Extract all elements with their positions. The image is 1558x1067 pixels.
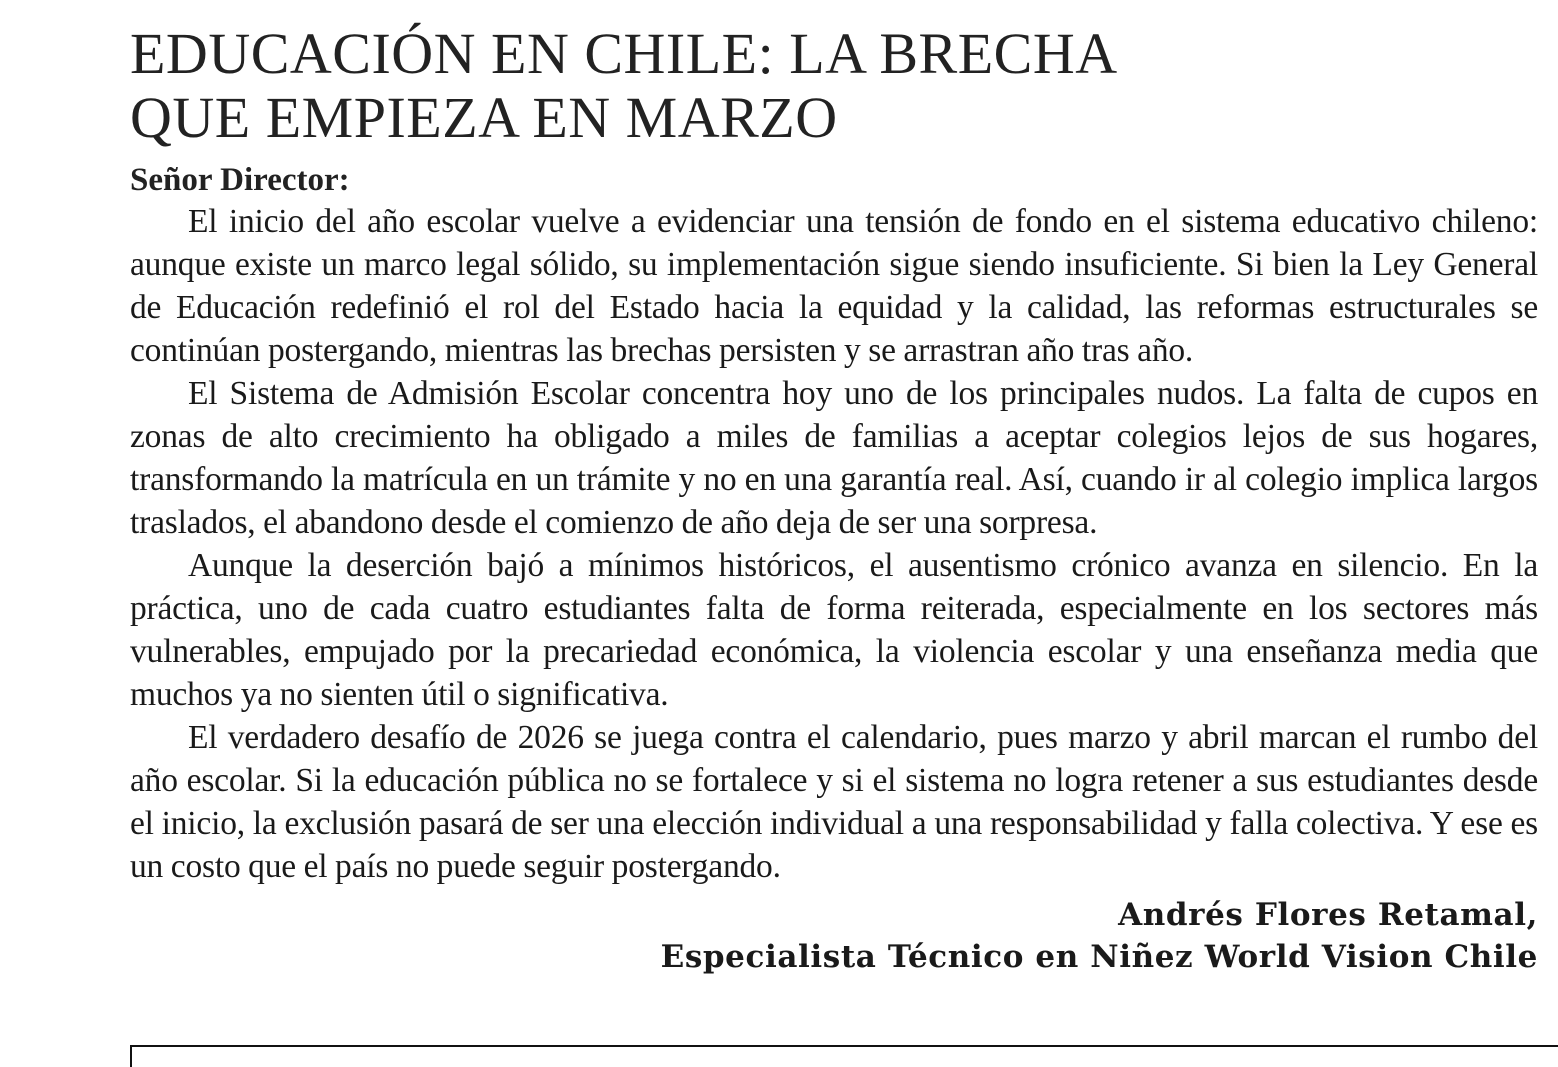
paragraph-4: El verdadero desafío de 2026 se juega contra el calendario, pues marzo y abril marcan el rumbo del año escolar. Si la educación pública no se fortalece y si el sistema no logra retener a sus estudiantes desde el inicio, la exclusión pasará de ser una elección individual a una responsabilidad y falla colectiva. Y ese es un costo que el país no puede seguir postergando. — [130, 719, 1538, 885]
signature — [130, 894, 1538, 978]
bottom-frame-divider — [130, 1045, 1558, 1067]
salutation: Señor Director: — [130, 162, 350, 198]
headline-line-1: EDUCACIÓN EN CHILE: LA BRECHA — [130, 21, 1118, 86]
letter-to-editor — [130, 22, 1538, 978]
paragraph-2: El Sistema de Admisión Escolar concentra hoy uno de los principales nudos. La falta de cupos en zonas de alto crecimiento ha obligado a miles de familias a aceptar colegios lejos de sus hogares, transformando la matrícula en un trámite y no en una garantía real. Así, cuando ir al colegio implica largos traslados, el abandono desde el comienzo de año deja de ser una sorpresa. — [130, 375, 1538, 541]
headline — [130, 22, 1538, 150]
headline-line-2: QUE EMPIEZA EN MARZO — [130, 85, 838, 150]
author-title: Especialista Técnico en Niñez World Vision Chile — [660, 939, 1538, 975]
paragraph-1: El inicio del año escolar vuelve a evidenciar una tensión de fondo en el sistema educativo chileno: aunque existe un marco legal sólido, su implementación sigue siendo insuficiente. Si bien la Ley General de Educación redefinió el rol del Estado hacia la equidad y la calidad, las reformas estructurales se continúan postergando, mientras las brechas persisten y se arrastran año tras año. — [130, 203, 1538, 369]
paragraph-3: Aunque la deserción bajó a mínimos históricos, el ausentismo crónico avanza en silencio. En la práctica, uno de cada cuatro estudiantes falta de forma reiterada, especialmente en los sectores más vulnerables, empujado por la precariedad económica, la violencia escolar y una enseñanza media que muchos ya no sienten útil o significativa. — [130, 547, 1538, 713]
author-name: Andrés Flores Retamal, — [1118, 897, 1538, 933]
